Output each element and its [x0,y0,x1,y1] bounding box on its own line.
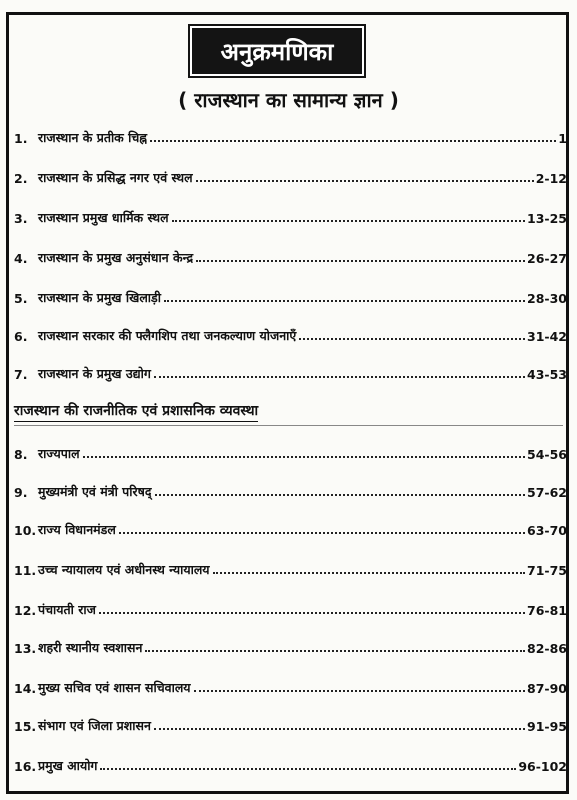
entry-page: 13-25 [527,211,567,226]
entry-number: 5. [14,291,28,306]
leader-dots [194,690,525,692]
leader-dots [196,260,525,262]
entry-number: 7. [14,367,28,382]
entry-number: 2. [14,171,28,186]
toc-row[interactable] [14,596,567,618]
section-divider [14,425,563,426]
entry-number: 1. [14,131,28,146]
toc-row[interactable] [14,124,567,146]
entry-page: 2-12 [535,171,567,186]
entry-number: 8. [14,447,28,462]
entry-label: मुख्यमंत्री एवं मंत्री परिषद् [38,484,152,499]
entry-label: राजस्थान के प्रमुख खिलाड़ी [38,290,161,305]
entry-label: राज्य विधानमंडल [38,522,116,537]
entry-label: राजस्थान सरकार की फ्लैगशिप तथा जनकल्याण योजनाएँ [38,328,297,343]
entry-label: शहरी स्थानीय स्वशासन [38,640,143,655]
section-heading: राजस्थान की राजनीतिक एवं प्रशासनिक व्यवस्था [14,401,258,422]
toc-row[interactable] [14,712,567,734]
entry-page: 63-70 [527,523,567,538]
toc-row[interactable] [14,440,567,462]
entry-page: 87-90 [527,681,567,696]
leader-dots [172,220,525,222]
leader-dots [299,338,525,340]
leader-dots [196,180,534,182]
leader-dots [154,376,525,378]
entry-page: 91-95 [527,719,567,734]
toc-row[interactable] [14,752,567,774]
entry-number: 14. [14,681,37,696]
entry-page: 1 [558,131,567,146]
toc-row[interactable] [14,556,567,578]
page-title: अनुक्रमणिका [190,26,364,76]
entry-label: पंचायती राज [38,602,96,617]
toc-row[interactable] [14,204,567,226]
entry-label: संभाग एवं जिला प्रशासन [38,718,151,733]
entry-page: 43-53 [527,367,567,382]
entry-page: 31-42 [527,329,567,344]
entry-number: 3. [14,211,28,226]
toc-row[interactable] [14,164,567,186]
leader-dots [100,768,516,770]
entry-page: 96-102 [518,759,567,774]
entry-page: 28-30 [527,291,567,306]
leader-dots [83,456,525,458]
entry-page: 71-75 [527,563,567,578]
entry-label: राजस्थान के प्रमुख अनुसंधान केन्द्र [38,250,194,265]
entry-number: 11. [14,563,37,578]
entry-label: राजस्थान के प्रसिद्ध नगर एवं स्थल [38,170,193,185]
toc-row[interactable] [14,478,567,500]
entry-label: राजस्थान के प्रमुख उद्योग [38,366,151,381]
toc-row[interactable] [14,674,567,696]
entry-number: 13. [14,641,37,656]
leader-dots [164,300,525,302]
toc-row[interactable] [14,322,567,344]
leader-dots [145,650,525,652]
page-subtitle: ( राजस्थान का सामान्य ज्ञान ) [178,88,399,112]
entry-label: उच्च न्यायालय एवं अधीनस्थ न्यायालय [38,562,210,577]
leader-dots [119,532,525,534]
leader-dots [155,494,526,496]
entry-label: प्रमुख आयोग [38,758,98,773]
entry-page: 57-62 [527,485,567,500]
leader-dots [213,572,525,574]
toc-row[interactable] [14,634,567,656]
entry-number: 12. [14,603,37,618]
entry-number: 9. [14,485,28,500]
entry-page: 76-81 [527,603,567,618]
entry-number: 16. [14,759,37,774]
toc-row[interactable] [14,360,567,382]
entry-page: 54-56 [527,447,567,462]
entry-label: राज्यपाल [38,446,80,461]
toc-row[interactable] [14,244,567,266]
leader-dots [99,612,525,614]
entry-number: 10. [14,523,37,538]
entry-page: 26-27 [527,251,567,266]
entry-number: 4. [14,251,28,266]
leader-dots [150,140,556,142]
entry-page: 82-86 [527,641,567,656]
entry-label: मुख्य सचिव एवं शासन सचिवालय [38,680,191,695]
entry-number: 6. [14,329,28,344]
entry-label: राजस्थान के प्रतीक चिह्न [38,130,148,145]
entry-number: 15. [14,719,37,734]
toc-row[interactable] [14,516,567,538]
leader-dots [154,728,525,730]
toc-row[interactable] [14,284,567,306]
entry-label: राजस्थान प्रमुख धार्मिक स्थल [38,210,169,225]
